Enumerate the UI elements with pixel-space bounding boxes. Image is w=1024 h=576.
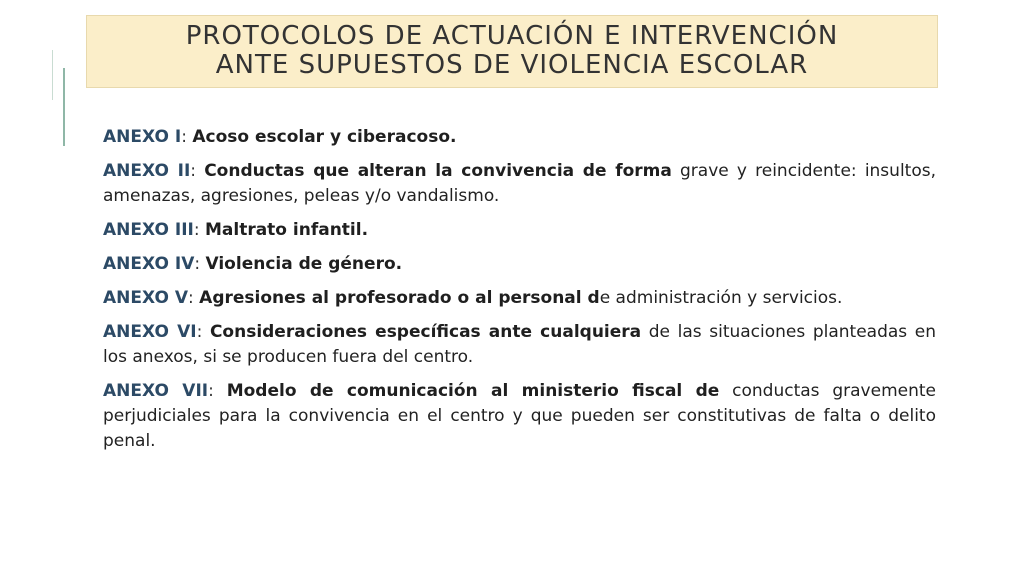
- annex-label: ANEXO VI: [103, 322, 197, 342]
- title-box: [86, 15, 938, 88]
- title-line-1: PROTOCOLOS DE ACTUACIÓN E INTERVENCIÓN: [185, 21, 839, 51]
- annex-item-6: [103, 320, 936, 370]
- annex-title: Conductas que alteran la convivencia de forma: [204, 161, 672, 181]
- annex-item-3: [103, 218, 936, 243]
- annex-description: e administración y servicios.: [599, 288, 843, 308]
- annex-description: de las situaciones planteadas en los anexos, si se producen fuera del centro.: [103, 322, 937, 367]
- annex-item-4: [103, 252, 936, 277]
- annex-colon: :: [193, 220, 205, 240]
- accent-line-thin: [52, 50, 53, 100]
- annex-label: ANEXO II: [103, 161, 191, 181]
- annex-title: Agresiones al profesorado o al personal d: [199, 288, 600, 308]
- annex-title: Consideraciones específicas ante cualquiera: [209, 322, 642, 342]
- annex-item-2: [103, 159, 936, 209]
- title-line-2: ANTE SUPUESTOS DE VIOLENCIA ESCOLAR: [215, 50, 809, 80]
- annex-item-5: [103, 286, 936, 311]
- annex-title: Violencia de género.: [205, 254, 403, 274]
- annex-label: ANEXO VII: [103, 381, 209, 401]
- annex-description: grave y reincidente: insultos, amenazas, agresiones, peleas y/o vandalismo.: [103, 161, 936, 206]
- annex-item-7: [103, 379, 936, 454]
- annex-item-1: [103, 125, 936, 150]
- annex-title: Acoso escolar y ciberacoso.: [192, 127, 457, 147]
- annex-description: conductas gravemente perjudiciales para la convivencia en el centro y que pueden ser constitutivas de falta o delito penal.: [103, 381, 936, 451]
- accent-line: [63, 68, 65, 146]
- annex-colon: :: [181, 127, 193, 147]
- annex-label: ANEXO III: [103, 220, 194, 240]
- annex-label: ANEXO V: [103, 288, 189, 308]
- annex-colon: :: [208, 381, 227, 401]
- annex-list: [103, 125, 936, 463]
- annex-label: ANEXO I: [103, 127, 182, 147]
- annex-colon: :: [190, 161, 205, 181]
- annex-colon: :: [196, 322, 210, 342]
- annex-colon: :: [194, 254, 206, 274]
- annex-title: Maltrato infantil.: [204, 220, 369, 240]
- annex-colon: :: [188, 288, 200, 308]
- annex-label: ANEXO IV: [103, 254, 195, 274]
- annex-title: Modelo de comunicación al ministerio fiscal de: [226, 381, 720, 401]
